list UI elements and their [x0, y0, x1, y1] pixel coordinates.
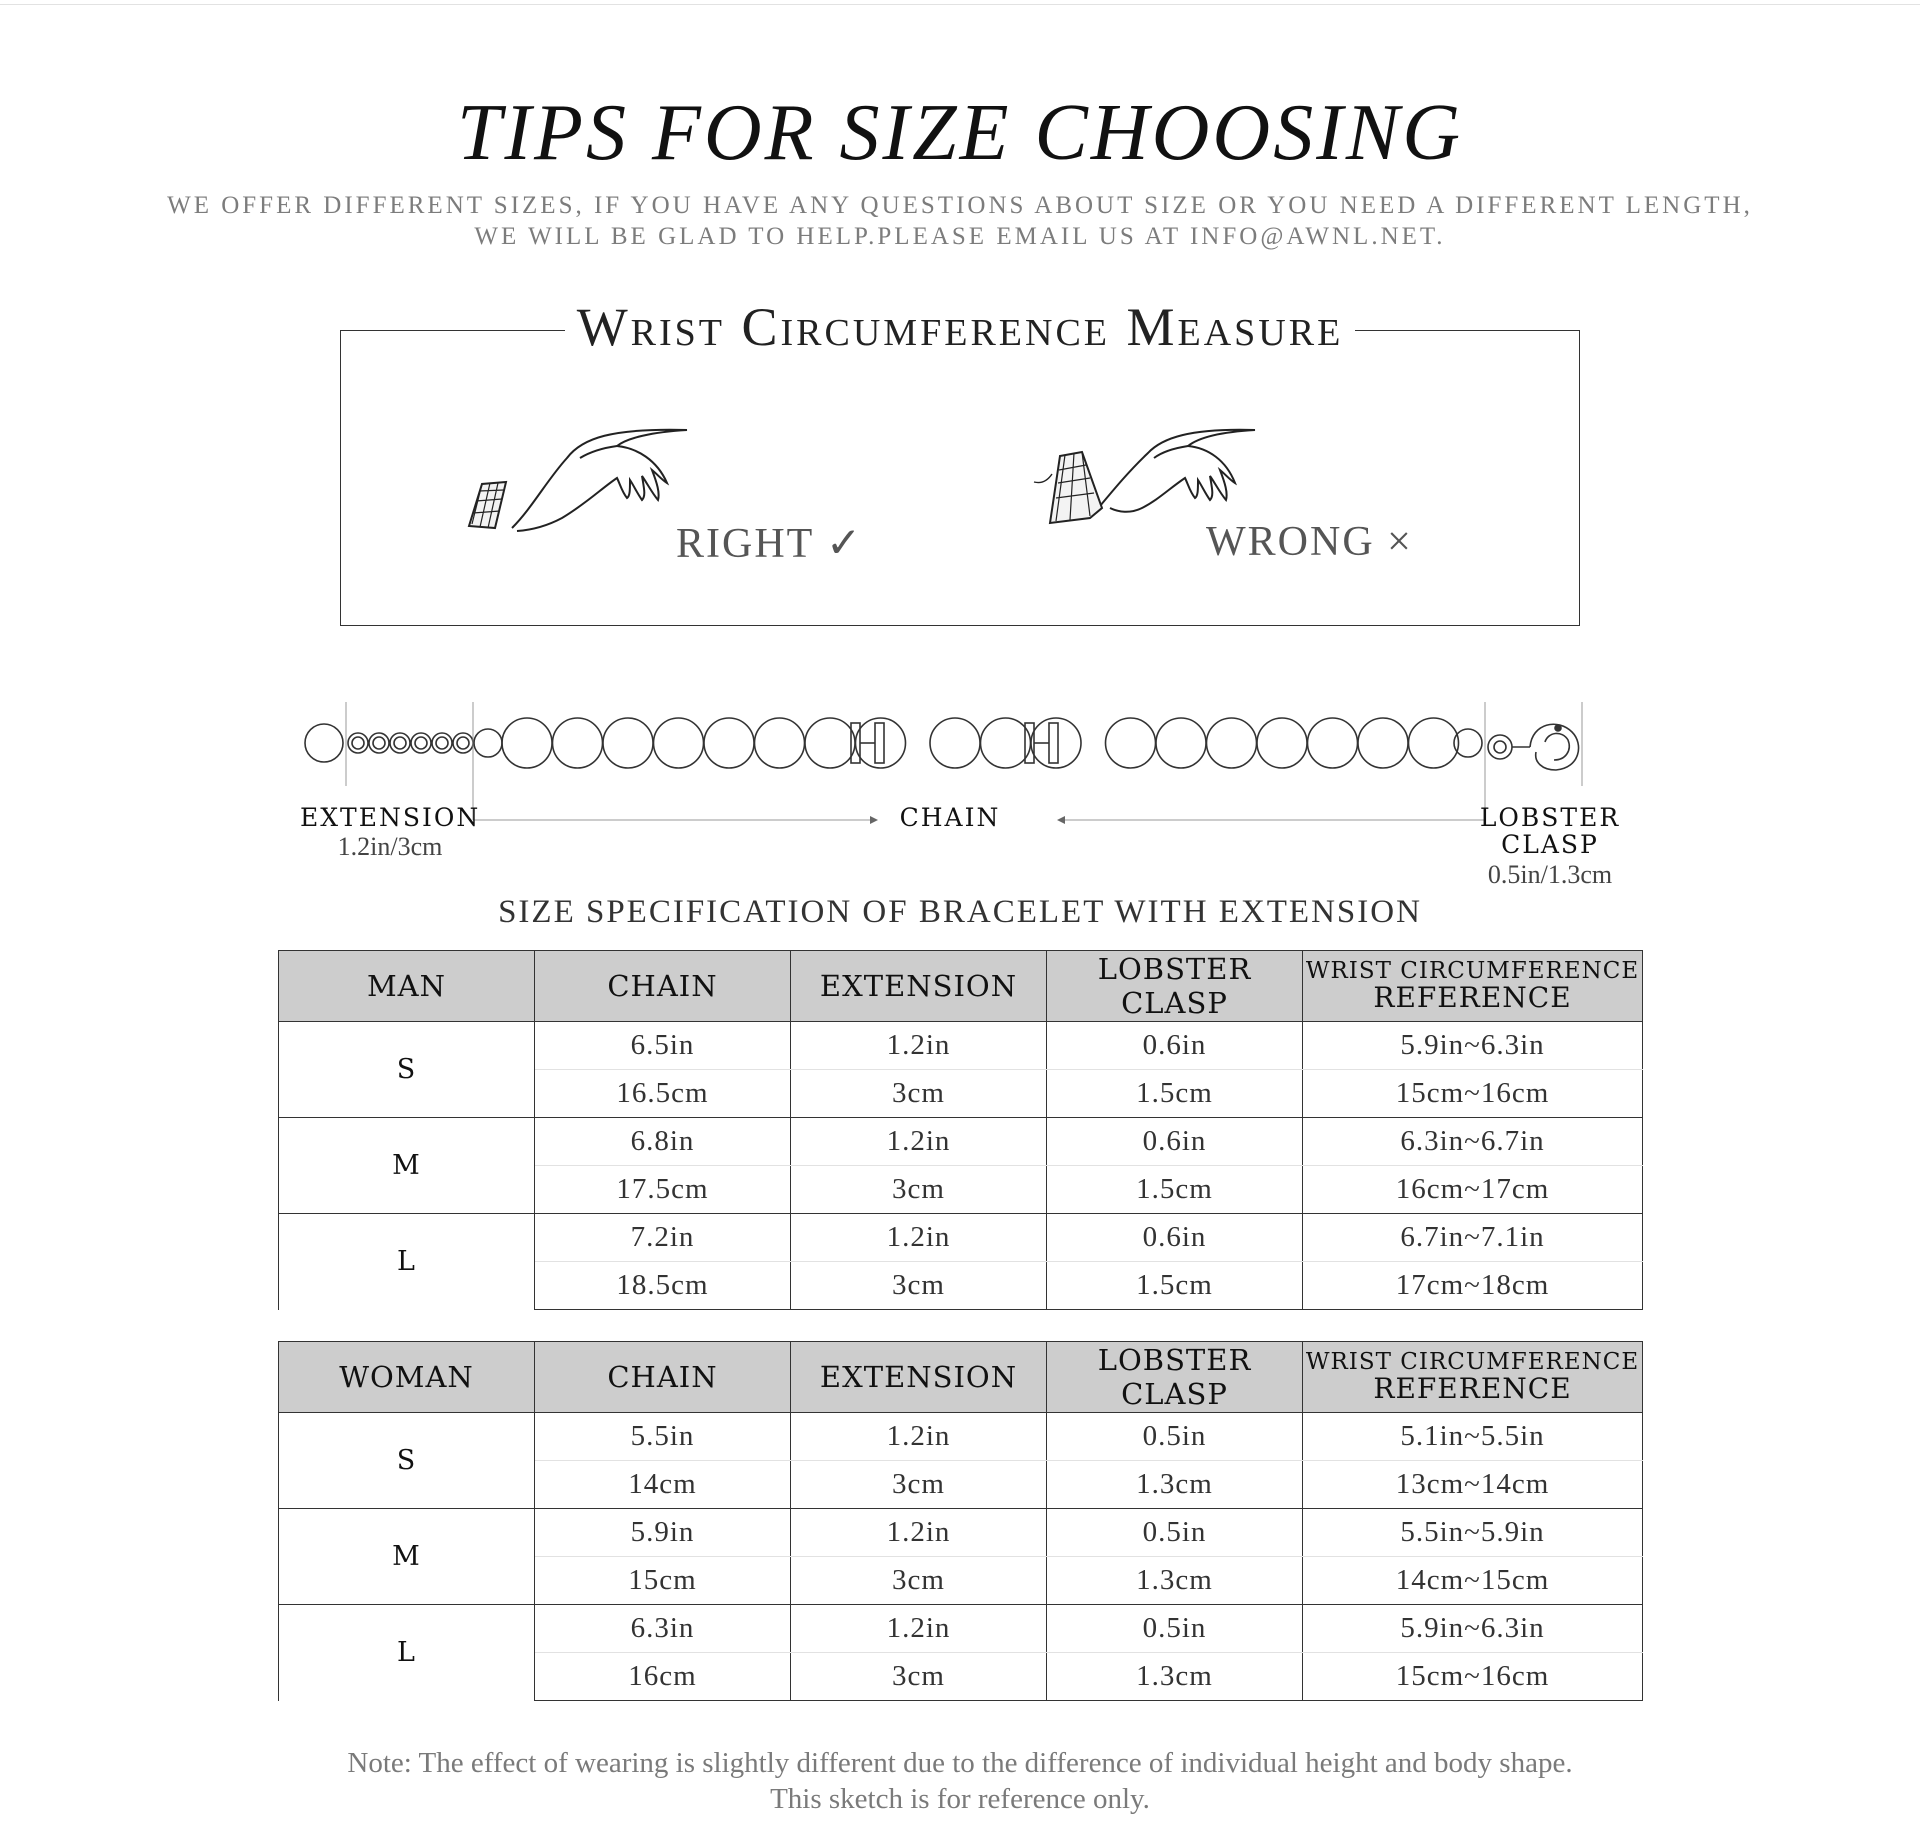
- wrist-in-cell: 6.3in~6.7in: [1303, 1118, 1643, 1166]
- chain-cm-cell: 15cm: [535, 1557, 791, 1605]
- chain-small-bead: [474, 729, 502, 757]
- extension-in-cell: 1.2in: [791, 1214, 1047, 1262]
- clasp-cm-cell: 1.5cm: [1047, 1166, 1303, 1214]
- clasp-value: 0.5in/1.3cm: [1487, 860, 1613, 889]
- wrong-label: WRONG ×: [1206, 519, 1413, 565]
- page-subtitle: [0, 190, 1920, 252]
- clasp-in-cell: 0.5in: [1047, 1413, 1303, 1461]
- size-cell: S: [279, 1022, 535, 1118]
- wrist-cm-cell: 17cm~18cm: [1303, 1262, 1643, 1310]
- table-row: [279, 1118, 1643, 1166]
- extension-value: 1.2in/3cm: [337, 832, 443, 861]
- wrist-header-line-1: WRIST CIRCUMFERENCE: [1305, 958, 1640, 984]
- clasp-header-cell: LOBSTER CLASP: [1047, 951, 1303, 1022]
- woman-table-header: [279, 1342, 1643, 1413]
- chain-in-cell: 5.9in: [535, 1509, 791, 1557]
- chain-bead: [704, 718, 754, 768]
- chain-bead: [603, 718, 653, 768]
- wrist-header-line-2: REFERENCE: [1373, 981, 1572, 1014]
- chain-cm-cell: 16cm: [535, 1653, 791, 1701]
- chain-bead: [502, 718, 552, 768]
- extension-in-cell: 1.2in: [791, 1118, 1047, 1166]
- wrist-in-cell: 6.7in~7.1in: [1303, 1214, 1643, 1262]
- footnote-line-1: Note: The effect of wearing is slightly different due to the difference of individual height and body shape.: [347, 1747, 1573, 1779]
- right-label: RIGHT ✓: [676, 521, 864, 567]
- chain-bead: [654, 718, 704, 768]
- chain-in-cell: 6.3in: [535, 1605, 791, 1653]
- clasp-cm-cell: 1.3cm: [1047, 1557, 1303, 1605]
- subtitle-line-2: WE WILL BE GLAD TO HELP.PLEASE EMAIL US AT INFO@AWNL.NET.: [474, 223, 1446, 250]
- table-row: [279, 1509, 1643, 1557]
- chain-cm-cell: 18.5cm: [535, 1262, 791, 1310]
- chain-bead: [553, 718, 603, 768]
- chain-arrow-right-head: [870, 816, 878, 824]
- wrist-measure-title: Wrist Circumference Measure: [565, 296, 1356, 358]
- wrist-in-cell: 5.9in~6.3in: [1303, 1022, 1643, 1070]
- clasp-in-cell: 0.6in: [1047, 1214, 1303, 1262]
- wrist-in-cell: 5.1in~5.5in: [1303, 1413, 1643, 1461]
- wrist-measure-title-wrap: [0, 296, 1920, 358]
- clasp-label-line-1: LOBSTER: [1479, 803, 1621, 832]
- chain-cm-cell: 17.5cm: [535, 1166, 791, 1214]
- clasp-cm-cell: 1.5cm: [1047, 1262, 1303, 1310]
- extension-cm-cell: 3cm: [791, 1653, 1047, 1701]
- size-cell: S: [279, 1413, 535, 1509]
- clasp-in-cell: 0.6in: [1047, 1118, 1303, 1166]
- clasp-header-cell: LOBSTER CLASP: [1047, 1342, 1303, 1413]
- clasp-in-cell: 0.5in: [1047, 1509, 1303, 1557]
- chain-cm-cell: 14cm: [535, 1461, 791, 1509]
- extension-cm-cell: 3cm: [791, 1262, 1047, 1310]
- clasp-in-cell: 0.5in: [1047, 1605, 1303, 1653]
- table-row: [279, 1413, 1643, 1461]
- extension-in-cell: 1.2in: [791, 1413, 1047, 1461]
- extension-in-cell: 1.2in: [791, 1605, 1047, 1653]
- subtitle-line-1: WE OFFER DIFFERENT SIZES, IF YOU HAVE ANY QUESTIONS ABOUT SIZE OR YOU NEED A DIFFERENT LENGTH,: [167, 192, 1753, 219]
- extension-cm-cell: 3cm: [791, 1461, 1047, 1509]
- extension-end-bead: [305, 724, 343, 762]
- table-row: [279, 1022, 1643, 1070]
- extension-label: EXTENSION: [300, 803, 481, 832]
- chain-bead: [1156, 718, 1206, 768]
- wrist-cm-cell: 13cm~14cm: [1303, 1461, 1643, 1509]
- chain-bead: [1308, 718, 1358, 768]
- man-header-cell: MAN: [279, 951, 535, 1022]
- wrist-cm-cell: 15cm~16cm: [1303, 1070, 1643, 1118]
- extension-cm-cell: 3cm: [791, 1166, 1047, 1214]
- woman-header-cell: WOMAN: [279, 1342, 535, 1413]
- clasp-label-line-2: CLASP: [1501, 830, 1599, 859]
- clasp-cm-cell: 1.5cm: [1047, 1070, 1303, 1118]
- size-cell: L: [279, 1605, 535, 1701]
- chain-arrow-left-head: [1057, 816, 1065, 824]
- chain-label: CHAIN: [899, 803, 1001, 832]
- man-table-header: [279, 951, 1643, 1022]
- chain-bead: [1106, 718, 1156, 768]
- footnote-line-2: This sketch is for reference only.: [770, 1783, 1150, 1815]
- wrist-cm-cell: 14cm~15cm: [1303, 1557, 1643, 1605]
- chain-bead: [981, 718, 1031, 768]
- wrist-cm-cell: 16cm~17cm: [1303, 1166, 1643, 1214]
- page-title: TIPS FOR SIZE CHOOSING: [457, 89, 1463, 177]
- wrist-header-cell: [1303, 1342, 1643, 1413]
- size-cell: M: [279, 1509, 535, 1605]
- clasp-cm-cell: 1.3cm: [1047, 1461, 1303, 1509]
- right-hand-illustration: [462, 408, 692, 538]
- clasp-in-cell: 0.6in: [1047, 1022, 1303, 1070]
- man-size-table: [278, 950, 1643, 1310]
- extension-cm-cell: 3cm: [791, 1557, 1047, 1605]
- table-row: [279, 1214, 1643, 1262]
- wrist-cm-cell: 15cm~16cm: [1303, 1653, 1643, 1701]
- extension-header-cell: EXTENSION: [791, 1342, 1047, 1413]
- lobster-clasp: [1488, 724, 1579, 770]
- wrist-in-cell: 5.5in~5.9in: [1303, 1509, 1643, 1557]
- chain-header-cell: CHAIN: [535, 951, 791, 1022]
- chain-beads: [502, 718, 1459, 768]
- extension-cm-cell: 3cm: [791, 1070, 1047, 1118]
- extension-in-cell: 1.2in: [791, 1509, 1047, 1557]
- wrist-header-cell: [1303, 951, 1643, 1022]
- chain-in-cell: 5.5in: [535, 1413, 791, 1461]
- size-cell: M: [279, 1118, 535, 1214]
- chain-header-cell: CHAIN: [535, 1342, 791, 1413]
- extension-links: [348, 733, 473, 753]
- chain-bead: [1358, 718, 1408, 768]
- chain-bead: [755, 718, 805, 768]
- chain-bead: [930, 718, 980, 768]
- wrist-in-cell: 5.9in~6.3in: [1303, 1605, 1643, 1653]
- chain-in-cell: 7.2in: [535, 1214, 791, 1262]
- chain-bead: [1409, 718, 1459, 768]
- top-divider: [0, 4, 1920, 5]
- table-row: [279, 1605, 1643, 1653]
- chain-cm-cell: 16.5cm: [535, 1070, 791, 1118]
- chain-in-cell: 6.5in: [535, 1022, 791, 1070]
- footnote: [0, 1745, 1920, 1817]
- chain-bead: [1207, 718, 1257, 768]
- size-cell: L: [279, 1214, 535, 1310]
- spec-title: SIZE SPECIFICATION OF BRACELET WITH EXTENSION: [498, 894, 1422, 930]
- chain-bead: [1257, 718, 1307, 768]
- woman-size-table: [278, 1341, 1643, 1701]
- chain-in-cell: 6.8in: [535, 1118, 791, 1166]
- extension-in-cell: 1.2in: [791, 1022, 1047, 1070]
- wrist-header-line-1: WRIST CIRCUMFERENCE: [1305, 1349, 1640, 1375]
- extension-header-cell: EXTENSION: [791, 951, 1047, 1022]
- chain-bead: [805, 718, 855, 768]
- wrist-header-line-2: REFERENCE: [1373, 1372, 1572, 1405]
- clasp-cm-cell: 1.3cm: [1047, 1653, 1303, 1701]
